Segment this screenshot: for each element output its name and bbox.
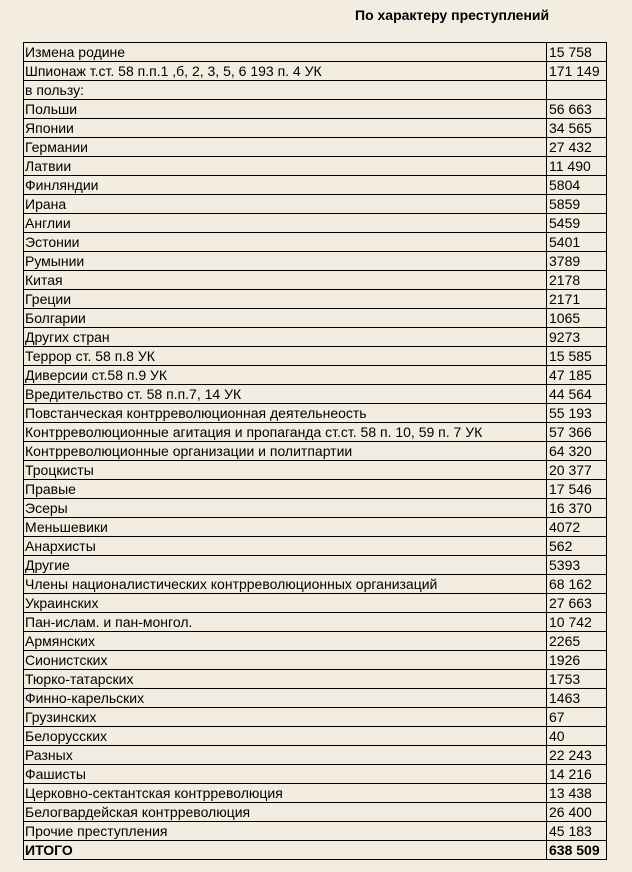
table-row xyxy=(24,328,607,347)
row-label: Сионистских xyxy=(24,651,547,670)
row-value: 64 320 xyxy=(547,442,607,461)
row-value: 15 585 xyxy=(547,347,607,366)
row-value: 562 xyxy=(547,537,607,556)
table-row xyxy=(24,480,607,499)
row-value: 5859 xyxy=(547,195,607,214)
table-row xyxy=(24,670,607,689)
row-value: 3789 xyxy=(547,252,607,271)
table-row xyxy=(24,613,607,632)
crimes-table-body xyxy=(24,43,607,860)
table-row xyxy=(24,708,607,727)
row-label: Другие xyxy=(24,556,547,575)
row-value: 2178 xyxy=(547,271,607,290)
row-value: 4072 xyxy=(547,518,607,537)
table-row xyxy=(24,689,607,708)
table-row xyxy=(24,43,607,62)
row-value: 15 758 xyxy=(547,43,607,62)
table-row xyxy=(24,423,607,442)
table-row xyxy=(24,252,607,271)
table-row xyxy=(24,727,607,746)
row-value: 2265 xyxy=(547,632,607,651)
row-value: 47 185 xyxy=(547,366,607,385)
row-value: 638 509 xyxy=(547,841,607,860)
table-row xyxy=(24,214,607,233)
row-value: 1753 xyxy=(547,670,607,689)
row-value: 17 546 xyxy=(547,480,607,499)
row-value: 45 183 xyxy=(547,822,607,841)
table-row xyxy=(24,233,607,252)
table-row xyxy=(24,195,607,214)
row-label: Контрреволюционные организации и политпартии xyxy=(24,442,547,461)
row-label: в пользу: xyxy=(24,81,547,100)
row-label: Китая xyxy=(24,271,547,290)
table-row xyxy=(24,461,607,480)
row-value: 57 366 xyxy=(547,423,607,442)
row-value: 22 243 xyxy=(547,746,607,765)
table-row xyxy=(24,518,607,537)
row-value: 44 564 xyxy=(547,385,607,404)
row-value: 68 162 xyxy=(547,575,607,594)
row-label: Меньшевики xyxy=(24,518,547,537)
row-label: Украинских xyxy=(24,594,547,613)
row-value: 14 216 xyxy=(547,765,607,784)
table-row xyxy=(24,499,607,518)
total-row xyxy=(24,841,607,860)
row-label: Латвии xyxy=(24,157,547,176)
row-label: Финно-карельских xyxy=(24,689,547,708)
row-label: Члены националистических контрреволюционных организаций xyxy=(24,575,547,594)
row-value: 1065 xyxy=(547,309,607,328)
row-label: Англии xyxy=(24,214,547,233)
row-value: 5459 xyxy=(547,214,607,233)
row-label: Диверсии ст.58 п.9 УК xyxy=(24,366,547,385)
table-row xyxy=(24,632,607,651)
row-value: 56 663 xyxy=(547,100,607,119)
row-label: Японии xyxy=(24,119,547,138)
row-label: Германии xyxy=(24,138,547,157)
row-label: Болгарии xyxy=(24,309,547,328)
row-value: 16 370 xyxy=(547,499,607,518)
row-value: 171 149 xyxy=(547,62,607,81)
row-value: 40 xyxy=(547,727,607,746)
row-label: Шпионаж т.ст. 58 п.п.1 ,б, 2, 3, 5, 6 193 п. 4 УК xyxy=(24,62,547,81)
crimes-table xyxy=(23,42,607,860)
table-row xyxy=(24,784,607,803)
table-row xyxy=(24,404,607,423)
row-label: Террор ст. 58 п.8 УК xyxy=(24,347,547,366)
row-value: 11 490 xyxy=(547,157,607,176)
row-value: 2171 xyxy=(547,290,607,309)
row-value: 20 377 xyxy=(547,461,607,480)
table-row xyxy=(24,651,607,670)
row-label: Правые xyxy=(24,480,547,499)
row-label: Фашисты xyxy=(24,765,547,784)
row-value xyxy=(547,81,607,100)
row-label: Повстанческая контрреволюционная деятельнеость xyxy=(24,404,547,423)
row-value: 1463 xyxy=(547,689,607,708)
row-label: Анархисты xyxy=(24,537,547,556)
row-label: Эсеры xyxy=(24,499,547,518)
table-row xyxy=(24,347,607,366)
table-row xyxy=(24,366,607,385)
row-label: Ирана xyxy=(24,195,547,214)
row-value: 27 663 xyxy=(547,594,607,613)
table-row xyxy=(24,575,607,594)
row-label: Контрреволюционные агитация и пропаганда ст.ст. 58 п. 10, 59 п. 7 УК xyxy=(24,423,547,442)
row-value: 55 193 xyxy=(547,404,607,423)
row-label: Тюрко-татарских xyxy=(24,670,547,689)
table-row xyxy=(24,157,607,176)
row-value: 5393 xyxy=(547,556,607,575)
row-label: Польши xyxy=(24,100,547,119)
row-value: 26 400 xyxy=(547,803,607,822)
row-label: Финляндии xyxy=(24,176,547,195)
table-row xyxy=(24,176,607,195)
row-value: 1926 xyxy=(547,651,607,670)
row-label: Эстонии xyxy=(24,233,547,252)
table-row xyxy=(24,385,607,404)
table-row xyxy=(24,746,607,765)
row-label: ИТОГО xyxy=(24,841,547,860)
table-row xyxy=(24,822,607,841)
table-row xyxy=(24,537,607,556)
row-label: Армянских xyxy=(24,632,547,651)
row-label: Белорусских xyxy=(24,727,547,746)
row-label: Разных xyxy=(24,746,547,765)
row-value: 67 xyxy=(547,708,607,727)
table-row xyxy=(24,271,607,290)
table-row xyxy=(24,594,607,613)
table-row xyxy=(24,803,607,822)
row-value: 5401 xyxy=(547,233,607,252)
row-value: 5804 xyxy=(547,176,607,195)
table-row xyxy=(24,138,607,157)
row-label: Вредительство ст. 58 п.п.7, 14 УК xyxy=(24,385,547,404)
table-row xyxy=(24,309,607,328)
table-row xyxy=(24,765,607,784)
row-value: 13 438 xyxy=(547,784,607,803)
row-label: Белогвардейская контрреволюция xyxy=(24,803,547,822)
table-row xyxy=(24,62,607,81)
row-label: Других стран xyxy=(24,328,547,347)
table-row xyxy=(24,81,607,100)
row-label: Грузинских xyxy=(24,708,547,727)
table-row xyxy=(24,442,607,461)
table-row xyxy=(24,119,607,138)
row-label: Церковно-сектантская контрреволюция xyxy=(24,784,547,803)
row-label: Троцкисты xyxy=(24,461,547,480)
page-title: По характеру преступлений xyxy=(355,7,550,23)
row-value: 10 742 xyxy=(547,613,607,632)
row-label: Греции xyxy=(24,290,547,309)
row-label: Прочие преступления xyxy=(24,822,547,841)
table-row xyxy=(24,556,607,575)
row-label: Измена родине xyxy=(24,43,547,62)
row-value: 27 432 xyxy=(547,138,607,157)
row-label: Пан-ислам. и пан-монгол. xyxy=(24,613,547,632)
row-value: 9273 xyxy=(547,328,607,347)
row-value: 34 565 xyxy=(547,119,607,138)
row-label: Румынии xyxy=(24,252,547,271)
table-row xyxy=(24,100,607,119)
table-row xyxy=(24,290,607,309)
